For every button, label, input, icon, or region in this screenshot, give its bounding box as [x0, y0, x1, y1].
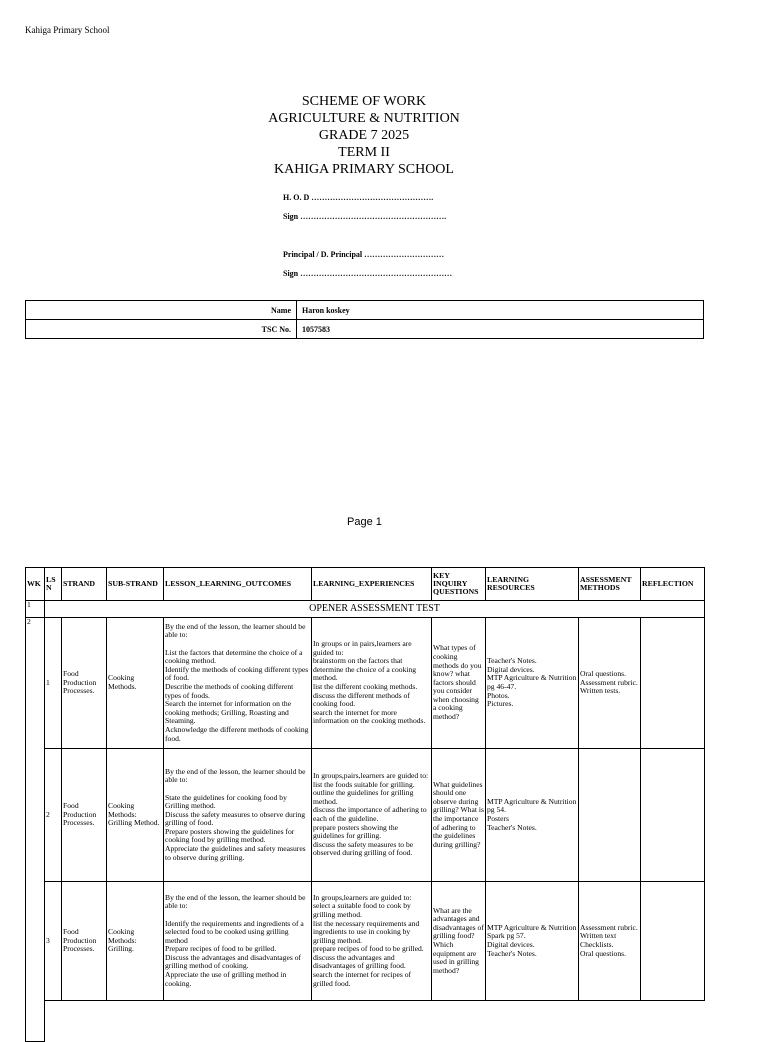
resources-cell: Teacher's Notes. Digital devices. MTP Agriculture & Nutrition pg 46-47. Photos. Pictures. — [486, 618, 579, 749]
continued-row-placeholder — [45, 1001, 705, 1042]
opener-row — [26, 601, 705, 618]
tsc-label: TSC No. — [26, 320, 297, 339]
reflection-cell — [641, 882, 705, 1001]
assessment-cell: Oral questions. Assessment rubric. Written tests. — [579, 618, 641, 749]
experiences-cell: In groups or in pairs,learners are guided to: brainstorm on the factors that determine the choice of a cooking method. list the different cooking methods. discuss the different methods of cooking food. search the internet for more information on the cooking methods. — [312, 618, 432, 749]
table-row — [26, 618, 705, 749]
header-experiences: LEARNING_EXPERIENCES — [312, 568, 432, 601]
resources-cell: MTP Agriculture & Nutrition pg 54. Posters Teacher's Notes. — [486, 749, 579, 882]
assessment-cell — [579, 749, 641, 882]
header-wk: WK — [26, 568, 45, 601]
title-line-grade: GRADE 7 2025 — [318, 128, 410, 143]
name-label: Name — [26, 301, 297, 320]
title-line-term: TERM II — [338, 145, 390, 160]
table-header-row — [26, 568, 705, 601]
key-questions-cell: What guidelines should one observe during grilling? What is the importance of adhering to the guidelines during grilling? — [432, 749, 486, 882]
strand-cell: Food Production Processes. — [62, 618, 107, 749]
title-line-school: KAHIGA PRIMARY SCHOOL — [274, 162, 454, 177]
resources-cell: MTP Agriculture & Nutrition Spark pg 57. Digital devices. Teacher's Notes. — [486, 882, 579, 1001]
teacher-tsc-row — [26, 320, 704, 339]
header-reflection: REFLECTION — [641, 568, 705, 601]
page-number: Page 1 — [347, 516, 382, 528]
header-lsn: LSN — [45, 568, 62, 601]
header-assessment: ASSESSMENT METHODS — [579, 568, 641, 601]
table-row — [26, 882, 705, 1001]
header-resources: LEARNING RESOURCES — [486, 568, 579, 601]
outcomes-cell: By the end of the lesson, the learner should be able to: List the factors that determine the choice of a cooking method. Identify the methods of cooking different types of food. Describe the methods of cooking different types of foods. Search the internet for information on the cooking methods; Grilling, Roasting and Steaming. Acknowledge the different methods of cooking food. — [164, 618, 312, 749]
lesson-number: 2 — [45, 749, 62, 882]
running-header-school-name: Kahiga Primary School — [25, 25, 110, 35]
hod-signature-line: H. O. D ………………………………………. — [283, 193, 434, 202]
lesson-number: 1 — [45, 618, 62, 749]
header-strand: STRAND — [62, 568, 107, 601]
title-line-scheme: SCHEME OF WORK — [301, 94, 427, 109]
principal-sign-line: Sign ………………………………………………… — [283, 269, 453, 278]
header-outcomes: LESSON_LEARNING_OUTCOMES — [164, 568, 312, 601]
tsc-value: 1057583 — [297, 320, 704, 339]
lesson-number: 3 — [45, 882, 62, 1001]
name-value: Haron koskey — [297, 301, 704, 320]
week-number: 2 — [26, 618, 45, 1042]
document-title — [0, 93, 728, 178]
reflection-cell — [641, 618, 705, 749]
week-number: 1 — [26, 601, 45, 618]
principal-signature-line: Principal / D. Principal ………………………… — [283, 250, 445, 259]
header-sub-strand: SUB-STRAND — [107, 568, 164, 601]
strand-cell: Food Production Processes. — [62, 882, 107, 1001]
teacher-name-row — [26, 301, 704, 320]
sub-strand-cell: Cooking Methods: Grilling Method. — [107, 749, 164, 882]
reflection-cell — [641, 749, 705, 882]
sub-strand-cell: Cooking Methods: Grilling. — [107, 882, 164, 1001]
key-questions-cell: What types of cooking methods do you know? what factors should you consider when choosing a cooking method? — [432, 618, 486, 749]
outcomes-cell: By the end of the lesson, the learner should be able to: State the guidelines for cooking food by Grilling method. Discuss the safety measures to observe during grilling of food. Prepare posters showing the guidelines for cooking food by grilling method. Appreciate the guidelines and safety measures to observe during grilling. — [164, 749, 312, 882]
header-key-questions: KEY INQUIRY QUESTIONS — [432, 568, 486, 601]
opener-assessment-text: OPENER ASSESSMENT TEST — [45, 601, 705, 618]
table-row — [26, 749, 705, 882]
title-line-subject: AGRICULTURE & NUTRITION — [268, 111, 460, 126]
key-questions-cell: What are the advantages and disadvantages of grilling food? Which equipment are used in grilling method? — [432, 882, 486, 1001]
table-row-continued — [26, 1001, 705, 1042]
strand-cell: Food Production Processes. — [62, 749, 107, 882]
outcomes-cell: By the end of the lesson, the learner should be able to: Identify the requirements and ingredients of a selected food to be cooked using grilling method Prepare recipes of food to be grilled. Discuss the advantages and disadvantages of grilling method of cooking. Appreciate the use of grilling method in cooking. — [164, 882, 312, 1001]
hod-sign-line: Sign ………………………………………………. — [283, 212, 447, 221]
teacher-info-table — [25, 300, 704, 339]
scheme-of-work-table — [25, 567, 705, 1042]
sub-strand-cell: Cooking Methods. — [107, 618, 164, 749]
experiences-cell: In groups,pairs,learners are guided to: list the foods suitable for grilling. outline the guidelines for grilling method. discuss the importance of adhering to each of the guideline. prepare posters showing the guidelines for grilling. discuss the safety measures to be observed during grilling of food. — [312, 749, 432, 882]
experiences-cell: In groups,learners are guided to: select a suitable food to cook by grilling method. list the necessary requirements and ingredients to use in cooking by grilling method. prepare recipes of food to be grilled. discuss the advantages and disadvantages of grilling food. search the internet for recipes of grilled food. — [312, 882, 432, 1001]
assessment-cell: Assessment rubric. Written text Checklists. Oral questions. — [579, 882, 641, 1001]
